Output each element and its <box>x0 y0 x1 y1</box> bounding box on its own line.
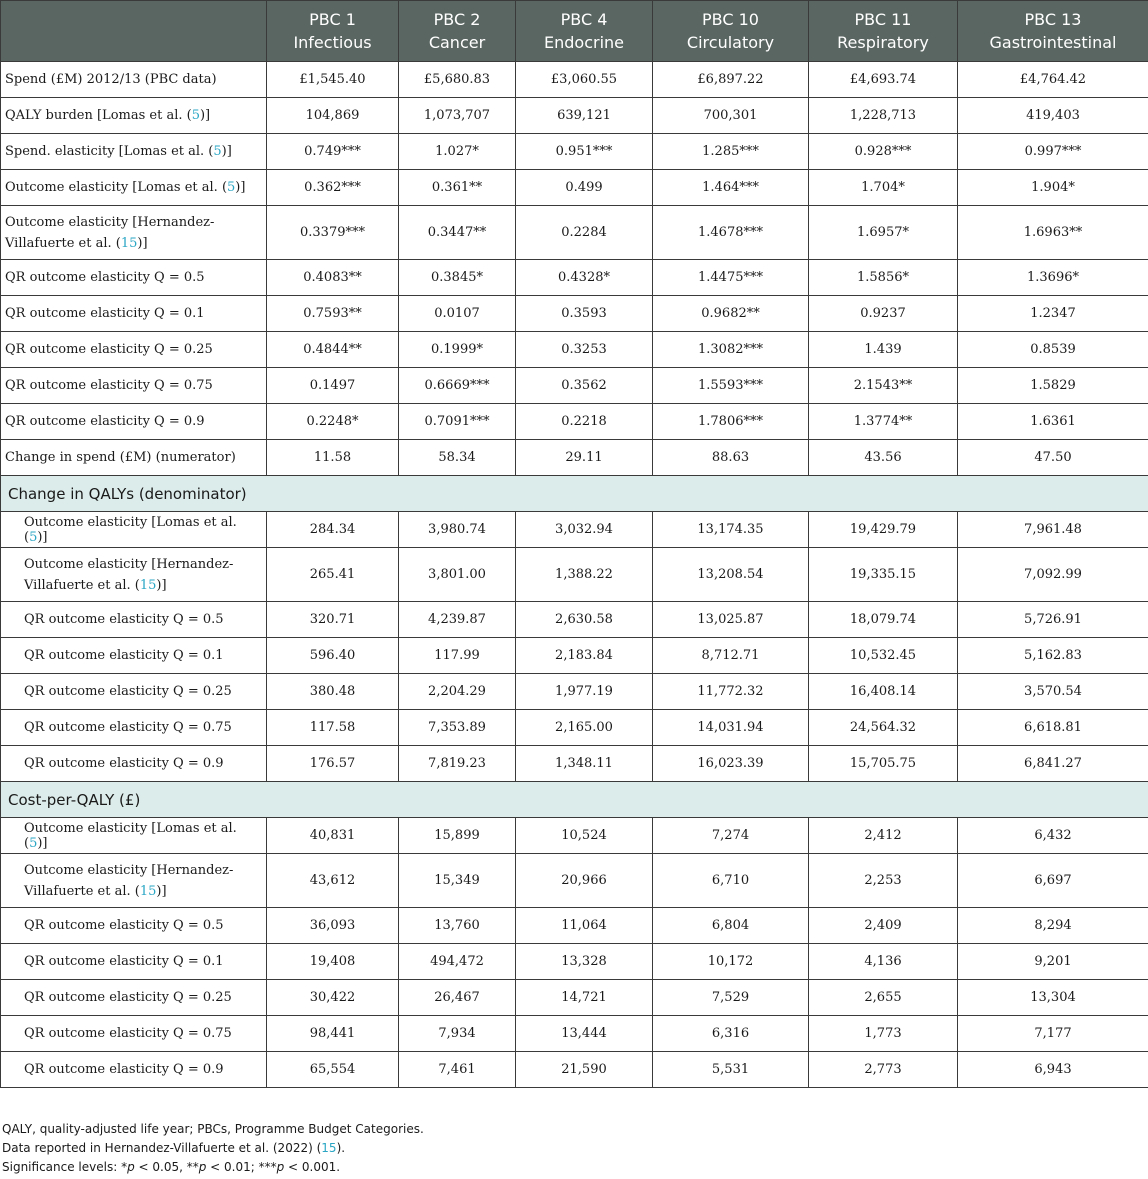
table-cell: 3,801.00 <box>399 548 516 602</box>
table-cell: 1,228,713 <box>809 98 958 134</box>
row-label <box>1 602 267 638</box>
row-label-text: Spend (£M) 2012/13 (PBC data) <box>5 72 217 87</box>
table-row <box>1 296 1148 332</box>
table-cell: 88.63 <box>653 440 809 476</box>
column-header-category: Cancer <box>428 33 486 52</box>
table-cell: 2.1543** <box>809 368 958 404</box>
row-label <box>1 746 267 782</box>
table-row <box>1 908 1148 944</box>
table-cell: 0.1497 <box>267 368 399 404</box>
table-cell: 596.40 <box>267 638 399 674</box>
table-cell: 1,388.22 <box>516 548 653 602</box>
table-row <box>1 602 1148 638</box>
table-body <box>1 62 1148 1088</box>
table-cell: 419,403 <box>958 98 1148 134</box>
table-cell: 98,441 <box>267 1016 399 1052</box>
section-header-row <box>1 782 1148 818</box>
row-label-close: )] <box>199 108 211 123</box>
table-cell: 1.6963** <box>958 206 1148 260</box>
table-cell: 4,136 <box>809 944 958 980</box>
table-cell: 2,409 <box>809 908 958 944</box>
row-label <box>1 980 267 1016</box>
row-label-text: Outcome elasticity [Hernandez- <box>24 862 234 878</box>
table-cell: 0.2284 <box>516 206 653 260</box>
table-cell: 36,093 <box>267 908 399 944</box>
table-cell: 21,590 <box>516 1052 653 1088</box>
table-cell: 15,705.75 <box>809 746 958 782</box>
table-cell: 19,408 <box>267 944 399 980</box>
table-cell: 0.997*** <box>958 134 1148 170</box>
row-label <box>1 170 267 206</box>
sig-text-3: < 0.01; *** <box>206 1160 277 1174</box>
table-cell: 1.4678*** <box>653 206 809 260</box>
column-header-code: PBC 2 <box>433 10 481 29</box>
row-label-text: QR outcome elasticity Q = 0.25 <box>24 990 232 1005</box>
table-cell: 320.71 <box>267 602 399 638</box>
row-label <box>1 944 267 980</box>
row-label <box>1 206 267 260</box>
column-header-code: PBC 11 <box>854 10 912 29</box>
table-cell: 14,721 <box>516 980 653 1016</box>
reference-link[interactable]: 5 <box>29 529 38 545</box>
sig-p-1: p <box>127 1160 135 1174</box>
table-row <box>1 440 1148 476</box>
table-footnotes <box>2 1120 424 1177</box>
table-cell: 0.4844** <box>267 332 399 368</box>
table-row <box>1 710 1148 746</box>
table-cell: 5,162.83 <box>958 638 1148 674</box>
table-cell: 2,773 <box>809 1052 958 1088</box>
row-label-text-line2: Villafuerte et al. ( <box>24 883 140 899</box>
table-cell: 1.5856* <box>809 260 958 296</box>
section-header-row <box>1 476 1148 512</box>
table-row <box>1 1016 1148 1052</box>
table-cell: 1.027* <box>399 134 516 170</box>
table-row <box>1 548 1148 602</box>
row-label-text-line2: Villafuerte et al. ( <box>5 235 121 251</box>
footnote-significance <box>2 1158 424 1177</box>
table-cell: 0.951*** <box>516 134 653 170</box>
table-cell: 8,294 <box>958 908 1148 944</box>
row-label-text: QR outcome elasticity Q = 0.25 <box>5 342 213 357</box>
table-cell: 0.9682** <box>653 296 809 332</box>
table-cell: 58.34 <box>399 440 516 476</box>
table-row <box>1 260 1148 296</box>
table-cell: 1,073,707 <box>399 98 516 134</box>
footnote-source-ref-link[interactable]: 15 <box>321 1141 337 1155</box>
row-label <box>1 674 267 710</box>
table-cell: 20,966 <box>516 854 653 908</box>
row-label-text: QR outcome elasticity Q = 0.75 <box>24 1026 232 1041</box>
table-cell: 29.11 <box>516 440 653 476</box>
reference-link[interactable]: 5 <box>191 108 200 123</box>
reference-link[interactable]: 15 <box>139 883 157 899</box>
table-cell: 0.0107 <box>399 296 516 332</box>
sig-p-2: p <box>198 1160 207 1174</box>
table-cell: 639,121 <box>516 98 653 134</box>
column-header-category: Endocrine <box>544 33 624 52</box>
table-cell: 1,977.19 <box>516 674 653 710</box>
table-cell: 7,274 <box>653 818 809 854</box>
section-title: Cost-per-QALY (£) <box>1 782 1148 818</box>
row-label-close: )] <box>156 577 167 593</box>
table-row <box>1 944 1148 980</box>
table-row <box>1 854 1148 908</box>
table-cell: 13,174.35 <box>653 512 809 548</box>
table-cell: 2,165.00 <box>516 710 653 746</box>
table-cell: 10,532.45 <box>809 638 958 674</box>
row-label-close: )] <box>221 144 232 159</box>
table-cell: 1.464*** <box>653 170 809 206</box>
column-header-category: Circulatory <box>686 33 775 52</box>
row-label <box>1 440 267 476</box>
table-cell: 65,554 <box>267 1052 399 1088</box>
column-header-category: Infectious <box>293 33 372 52</box>
table-cell: 2,204.29 <box>399 674 516 710</box>
sig-text-2: < 0.05, ** <box>134 1160 199 1174</box>
table-cell: 13,208.54 <box>653 548 809 602</box>
header-row <box>1 1 1148 62</box>
row-label <box>1 62 267 98</box>
table-cell: 16,023.39 <box>653 746 809 782</box>
table-cell: 3,032.94 <box>516 512 653 548</box>
table-cell: 6,618.81 <box>958 710 1148 746</box>
row-label-text: Outcome elasticity [Hernandez- <box>5 214 215 230</box>
table-cell: 0.3562 <box>516 368 653 404</box>
table-cell: 1.2347 <box>958 296 1148 332</box>
row-label <box>1 854 267 908</box>
column-header-code: PBC 1 <box>309 10 356 29</box>
table-cell: 15,349 <box>399 854 516 908</box>
row-label-close: )] <box>156 883 167 899</box>
table-cell: 6,697 <box>958 854 1148 908</box>
row-label <box>1 368 267 404</box>
column-header <box>809 1 958 62</box>
table-row <box>1 368 1148 404</box>
table-cell: 0.7593** <box>267 296 399 332</box>
reference-link[interactable]: 15 <box>139 577 157 593</box>
table-cell: 1,348.11 <box>516 746 653 782</box>
column-header-code: PBC 13 <box>1024 10 1082 29</box>
table-cell: 24,564.32 <box>809 710 958 746</box>
table-row <box>1 134 1148 170</box>
column-header <box>958 1 1148 62</box>
column-header-category: Gastrointestinal <box>989 33 1117 52</box>
table-cell: 6,710 <box>653 854 809 908</box>
row-label <box>1 260 267 296</box>
column-header-code: PBC 4 <box>560 10 608 29</box>
table-cell: 1.5829 <box>958 368 1148 404</box>
table-cell: 7,529 <box>653 980 809 1016</box>
footnote-source <box>2 1139 424 1158</box>
table-cell: 14,031.94 <box>653 710 809 746</box>
table-row <box>1 170 1148 206</box>
row-label-text-line2: Villafuerte et al. ( <box>24 577 140 593</box>
row-label-text: Outcome elasticity [Lomas et al. ( <box>24 820 237 851</box>
reference-link[interactable]: 15 <box>120 235 138 251</box>
table-cell: 284.34 <box>267 512 399 548</box>
table-cell: 10,172 <box>653 944 809 980</box>
row-label <box>1 1052 267 1088</box>
table-cell: 13,444 <box>516 1016 653 1052</box>
section-title: Change in QALYs (denominator) <box>1 476 1148 512</box>
table-cell: 13,025.87 <box>653 602 809 638</box>
row-label <box>1 134 267 170</box>
table-cell: 0.2218 <box>516 404 653 440</box>
table-cell: 30,422 <box>267 980 399 1016</box>
table-cell: 117.99 <box>399 638 516 674</box>
table-cell: 0.7091*** <box>399 404 516 440</box>
sig-p-3: p <box>276 1160 285 1174</box>
table-cell: 7,353.89 <box>399 710 516 746</box>
row-label-text: QR outcome elasticity Q = 0.75 <box>5 378 213 393</box>
table-cell: 43,612 <box>267 854 399 908</box>
table-cell: 5,726.91 <box>958 602 1148 638</box>
column-header <box>516 1 653 62</box>
table-cell: 2,412 <box>809 818 958 854</box>
row-label-text: QR outcome elasticity Q = 0.1 <box>5 306 205 321</box>
table-cell: 700,301 <box>653 98 809 134</box>
table-cell: 47.50 <box>958 440 1148 476</box>
table-cell: 9,201 <box>958 944 1148 980</box>
row-label <box>1 512 267 548</box>
table-cell: 1.3774** <box>809 404 958 440</box>
table-row <box>1 98 1148 134</box>
footnote-source-close: ). <box>336 1141 346 1155</box>
table-cell: 3,980.74 <box>399 512 516 548</box>
table-row <box>1 512 1148 548</box>
table-row <box>1 206 1148 260</box>
table-cell: 176.57 <box>267 746 399 782</box>
column-header-category: Respiratory <box>837 33 929 52</box>
row-label-text: QR outcome elasticity Q = 0.5 <box>24 918 224 933</box>
table-cell: 5,531 <box>653 1052 809 1088</box>
table-cell: 1.285*** <box>653 134 809 170</box>
table-cell: 1.7806*** <box>653 404 809 440</box>
table-cell: 1.704* <box>809 170 958 206</box>
row-label <box>1 1016 267 1052</box>
row-label-close: )] <box>235 180 246 195</box>
column-header <box>653 1 809 62</box>
table-cell: 6,943 <box>958 1052 1148 1088</box>
table-cell: 4,239.87 <box>399 602 516 638</box>
table-cell: 0.8539 <box>958 332 1148 368</box>
table-row <box>1 746 1148 782</box>
table-row <box>1 332 1148 368</box>
row-label <box>1 98 267 134</box>
table-cell: 0.361** <box>399 170 516 206</box>
row-label <box>1 638 267 674</box>
table-row <box>1 980 1148 1016</box>
table-cell: 16,408.14 <box>809 674 958 710</box>
row-label-text: QALY burden [Lomas et al. ( <box>5 108 192 123</box>
table-cell: 15,899 <box>399 818 516 854</box>
table-header <box>1 1 1148 62</box>
row-label <box>1 908 267 944</box>
row-label-text: Spend. elasticity [Lomas et al. ( <box>5 144 214 159</box>
row-label-text: Outcome elasticity [Hernandez- <box>24 556 234 572</box>
table-cell: £3,060.55 <box>516 62 653 98</box>
table-cell: 0.3593 <box>516 296 653 332</box>
table-cell: 1.904* <box>958 170 1148 206</box>
table-cell: 494,472 <box>399 944 516 980</box>
row-label-text: QR outcome elasticity Q = 0.9 <box>5 414 205 429</box>
table-cell: 0.499 <box>516 170 653 206</box>
table-cell: 1.6957* <box>809 206 958 260</box>
table-cell: 1.5593*** <box>653 368 809 404</box>
table-cell: 0.4328* <box>516 260 653 296</box>
column-header <box>267 1 399 62</box>
table-cell: £6,897.22 <box>653 62 809 98</box>
table-cell: 0.9237 <box>809 296 958 332</box>
reference-link[interactable]: 5 <box>227 180 236 195</box>
row-label <box>1 710 267 746</box>
table-cell: 1.4475*** <box>653 260 809 296</box>
table-cell: 1,773 <box>809 1016 958 1052</box>
table-row <box>1 404 1148 440</box>
table-row <box>1 1052 1148 1088</box>
table-cell: 18,079.74 <box>809 602 958 638</box>
table-cell: £4,764.42 <box>958 62 1148 98</box>
table-cell: 3,570.54 <box>958 674 1148 710</box>
table-cell: 0.749*** <box>267 134 399 170</box>
row-label-text: QR outcome elasticity Q = 0.5 <box>24 612 224 627</box>
table-cell: 40,831 <box>267 818 399 854</box>
table-cell: 19,335.15 <box>809 548 958 602</box>
table-cell: £4,693.74 <box>809 62 958 98</box>
table-row <box>1 62 1148 98</box>
row-label-close: )] <box>37 835 48 851</box>
table-cell: 1.3082*** <box>653 332 809 368</box>
row-label-text: QR outcome elasticity Q = 0.9 <box>24 1062 224 1077</box>
column-header <box>399 1 516 62</box>
table-cell: 10,524 <box>516 818 653 854</box>
table-cell: £5,680.83 <box>399 62 516 98</box>
table-cell: 265.41 <box>267 548 399 602</box>
column-header-code: PBC 10 <box>702 10 759 29</box>
row-label-close: )] <box>37 529 48 545</box>
table-cell: 7,177 <box>958 1016 1148 1052</box>
table-row <box>1 674 1148 710</box>
table-cell: 2,655 <box>809 980 958 1016</box>
table-cell: 7,461 <box>399 1052 516 1088</box>
table-cell: 6,432 <box>958 818 1148 854</box>
table-cell: 7,819.23 <box>399 746 516 782</box>
row-label-text: Outcome elasticity [Lomas et al. ( <box>24 514 237 545</box>
table-cell: 0.3253 <box>516 332 653 368</box>
table-cell: 13,760 <box>399 908 516 944</box>
table-cell: 2,630.58 <box>516 602 653 638</box>
table-cell: 6,804 <box>653 908 809 944</box>
table-row <box>1 818 1148 854</box>
table-cell: 0.2248* <box>267 404 399 440</box>
table-cell: 2,253 <box>809 854 958 908</box>
sig-text-1: Significance levels: * <box>2 1160 128 1174</box>
row-label-text: QR outcome elasticity Q = 0.1 <box>24 648 224 663</box>
table-cell: 104,869 <box>267 98 399 134</box>
table-cell: 7,092.99 <box>958 548 1148 602</box>
table-cell: 0.3447** <box>399 206 516 260</box>
table-cell: 117.58 <box>267 710 399 746</box>
table-cell: 0.4083** <box>267 260 399 296</box>
table-cell: 11,064 <box>516 908 653 944</box>
sig-text-4: < 0.001. <box>284 1160 341 1174</box>
table-cell: 0.1999* <box>399 332 516 368</box>
table-cell: 0.928*** <box>809 134 958 170</box>
row-label <box>1 332 267 368</box>
table-cell: 26,467 <box>399 980 516 1016</box>
table-cell: 19,429.79 <box>809 512 958 548</box>
table-cell: 11,772.32 <box>653 674 809 710</box>
row-label-text: QR outcome elasticity Q = 0.25 <box>24 684 232 699</box>
reference-link[interactable]: 5 <box>29 835 38 851</box>
row-label-text: Outcome elasticity [Lomas et al. ( <box>5 180 228 195</box>
table-cell: £1,545.40 <box>267 62 399 98</box>
table-cell: 1.3696* <box>958 260 1148 296</box>
row-label-text: QR outcome elasticity Q = 0.1 <box>24 954 224 969</box>
row-label-close: )] <box>137 235 148 251</box>
table-cell: 380.48 <box>267 674 399 710</box>
table-cell: 6,316 <box>653 1016 809 1052</box>
table-cell: 0.6669*** <box>399 368 516 404</box>
row-label-text: QR outcome elasticity Q = 0.75 <box>24 720 232 735</box>
table-cell: 1.439 <box>809 332 958 368</box>
table-cell: 7,961.48 <box>958 512 1148 548</box>
table-cell: 1.6361 <box>958 404 1148 440</box>
table-cell: 13,328 <box>516 944 653 980</box>
table-cell: 7,934 <box>399 1016 516 1052</box>
table-cell: 0.3845* <box>399 260 516 296</box>
table-cell: 13,304 <box>958 980 1148 1016</box>
table-cell: 0.3379*** <box>267 206 399 260</box>
reference-link[interactable]: 5 <box>213 144 222 159</box>
table-cell: 8,712.71 <box>653 638 809 674</box>
row-label <box>1 296 267 332</box>
footnote-abbreviations: QALY, quality-adjusted life year; PBCs, Programme Budget Categories. <box>2 1122 424 1136</box>
table-cell: 43.56 <box>809 440 958 476</box>
table-cell: 0.362*** <box>267 170 399 206</box>
row-label-text: Change in spend (£M) (numerator) <box>5 450 236 465</box>
row-label <box>1 818 267 854</box>
row-label <box>1 404 267 440</box>
table-cell: 2,183.84 <box>516 638 653 674</box>
row-label-text: QR outcome elasticity Q = 0.5 <box>5 270 205 285</box>
table-cell: 6,841.27 <box>958 746 1148 782</box>
row-label <box>1 548 267 602</box>
footnote-source-text: Data reported in Hernandez-Villafuerte et al. (2022) ( <box>2 1141 322 1155</box>
table-row <box>1 638 1148 674</box>
table-cell: 11.58 <box>267 440 399 476</box>
row-label-text: QR outcome elasticity Q = 0.9 <box>24 756 224 771</box>
header-corner-cell <box>1 1 267 62</box>
